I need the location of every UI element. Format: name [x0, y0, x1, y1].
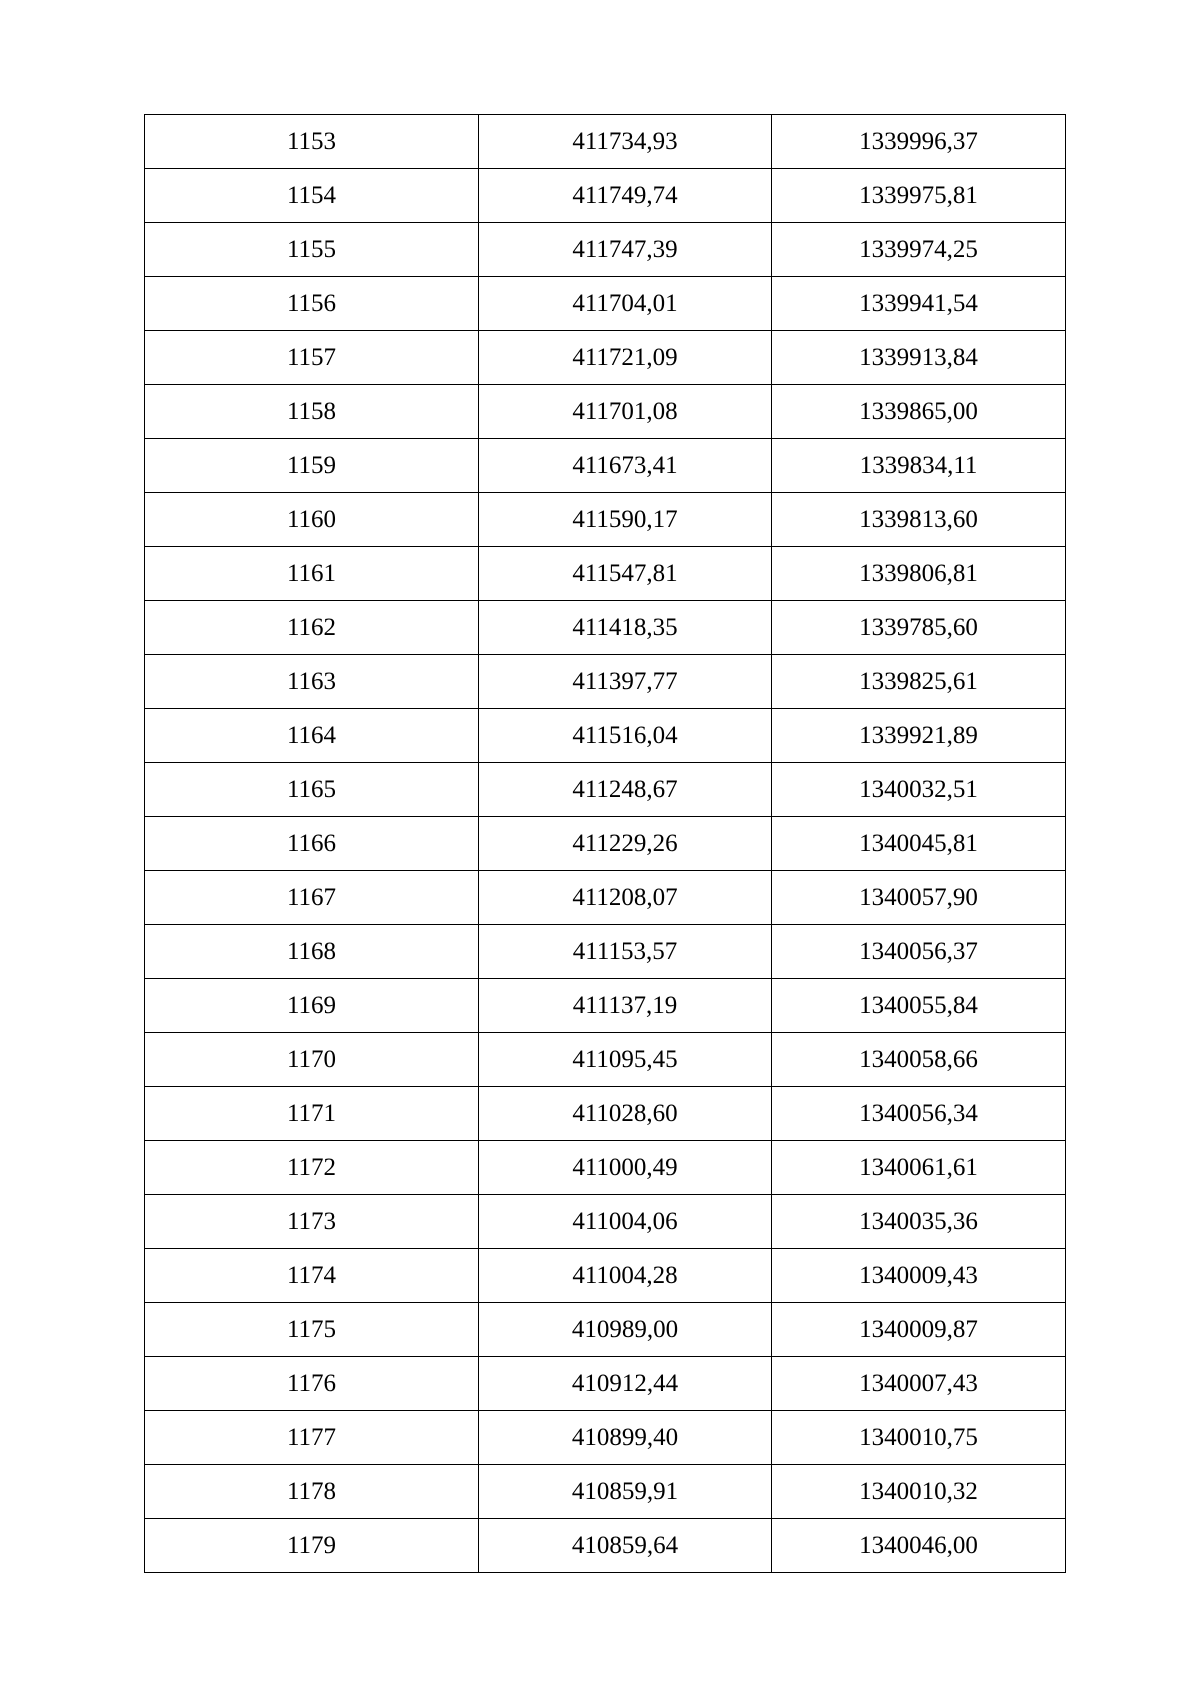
point-number-cell: 1154 — [145, 169, 479, 223]
point-number-cell: 1168 — [145, 925, 479, 979]
x-coordinate-cell: 410859,64 — [479, 1519, 772, 1573]
y-coordinate-cell: 1339813,60 — [772, 493, 1066, 547]
point-number-cell: 1176 — [145, 1357, 479, 1411]
point-number-cell: 1177 — [145, 1411, 479, 1465]
point-number-cell: 1172 — [145, 1141, 479, 1195]
table-row — [145, 763, 1066, 817]
table-row — [145, 277, 1066, 331]
point-number-cell: 1156 — [145, 277, 479, 331]
y-coordinate-cell: 1339996,37 — [772, 115, 1066, 169]
point-number-cell: 1161 — [145, 547, 479, 601]
y-coordinate-cell: 1340046,00 — [772, 1519, 1066, 1573]
table-row — [145, 493, 1066, 547]
table-row — [145, 709, 1066, 763]
x-coordinate-cell: 411208,07 — [479, 871, 772, 925]
x-coordinate-cell: 411747,39 — [479, 223, 772, 277]
y-coordinate-cell: 1340058,66 — [772, 1033, 1066, 1087]
point-number-cell: 1165 — [145, 763, 479, 817]
y-coordinate-cell: 1340057,90 — [772, 871, 1066, 925]
table-row — [145, 115, 1066, 169]
y-coordinate-cell: 1340010,75 — [772, 1411, 1066, 1465]
table-row — [145, 169, 1066, 223]
y-coordinate-cell: 1339913,84 — [772, 331, 1066, 385]
coordinates-table-body — [145, 115, 1066, 1573]
x-coordinate-cell: 411229,26 — [479, 817, 772, 871]
point-number-cell: 1163 — [145, 655, 479, 709]
point-number-cell: 1166 — [145, 817, 479, 871]
x-coordinate-cell: 411547,81 — [479, 547, 772, 601]
table-row — [145, 925, 1066, 979]
x-coordinate-cell: 411704,01 — [479, 277, 772, 331]
table-row — [145, 1195, 1066, 1249]
y-coordinate-cell: 1339941,54 — [772, 277, 1066, 331]
x-coordinate-cell: 411000,49 — [479, 1141, 772, 1195]
y-coordinate-cell: 1340055,84 — [772, 979, 1066, 1033]
y-coordinate-cell: 1339785,60 — [772, 601, 1066, 655]
y-coordinate-cell: 1339825,61 — [772, 655, 1066, 709]
y-coordinate-cell: 1340009,87 — [772, 1303, 1066, 1357]
x-coordinate-cell: 411418,35 — [479, 601, 772, 655]
table-row — [145, 1087, 1066, 1141]
x-coordinate-cell: 411028,60 — [479, 1087, 772, 1141]
y-coordinate-cell: 1339865,00 — [772, 385, 1066, 439]
y-coordinate-cell: 1340032,51 — [772, 763, 1066, 817]
table-row — [145, 331, 1066, 385]
x-coordinate-cell: 411749,74 — [479, 169, 772, 223]
y-coordinate-cell: 1339806,81 — [772, 547, 1066, 601]
point-number-cell: 1169 — [145, 979, 479, 1033]
point-number-cell: 1173 — [145, 1195, 479, 1249]
table-row — [145, 1141, 1066, 1195]
point-number-cell: 1155 — [145, 223, 479, 277]
x-coordinate-cell: 411153,57 — [479, 925, 772, 979]
point-number-cell: 1159 — [145, 439, 479, 493]
x-coordinate-cell: 411004,28 — [479, 1249, 772, 1303]
table-row — [145, 655, 1066, 709]
point-number-cell: 1178 — [145, 1465, 479, 1519]
table-row — [145, 871, 1066, 925]
table-row — [145, 601, 1066, 655]
point-number-cell: 1157 — [145, 331, 479, 385]
x-coordinate-cell: 410899,40 — [479, 1411, 772, 1465]
y-coordinate-cell: 1339834,11 — [772, 439, 1066, 493]
table-row — [145, 1249, 1066, 1303]
point-number-cell: 1171 — [145, 1087, 479, 1141]
x-coordinate-cell: 411734,93 — [479, 115, 772, 169]
table-row — [145, 1303, 1066, 1357]
point-number-cell: 1162 — [145, 601, 479, 655]
x-coordinate-cell: 411590,17 — [479, 493, 772, 547]
y-coordinate-cell: 1340045,81 — [772, 817, 1066, 871]
y-coordinate-cell: 1339921,89 — [772, 709, 1066, 763]
table-row — [145, 979, 1066, 1033]
table-row — [145, 817, 1066, 871]
y-coordinate-cell: 1340056,37 — [772, 925, 1066, 979]
point-number-cell: 1153 — [145, 115, 479, 169]
point-number-cell: 1160 — [145, 493, 479, 547]
point-number-cell: 1175 — [145, 1303, 479, 1357]
table-row — [145, 1519, 1066, 1573]
table-row — [145, 1465, 1066, 1519]
table-row — [145, 223, 1066, 277]
coordinates-table — [144, 114, 1066, 1573]
y-coordinate-cell: 1339975,81 — [772, 169, 1066, 223]
point-number-cell: 1170 — [145, 1033, 479, 1087]
point-number-cell: 1179 — [145, 1519, 479, 1573]
y-coordinate-cell: 1340010,32 — [772, 1465, 1066, 1519]
x-coordinate-cell: 411701,08 — [479, 385, 772, 439]
y-coordinate-cell: 1340007,43 — [772, 1357, 1066, 1411]
y-coordinate-cell: 1340009,43 — [772, 1249, 1066, 1303]
x-coordinate-cell: 411673,41 — [479, 439, 772, 493]
x-coordinate-cell: 411516,04 — [479, 709, 772, 763]
y-coordinate-cell: 1339974,25 — [772, 223, 1066, 277]
table-row — [145, 547, 1066, 601]
y-coordinate-cell: 1340035,36 — [772, 1195, 1066, 1249]
x-coordinate-cell: 411095,45 — [479, 1033, 772, 1087]
x-coordinate-cell: 411004,06 — [479, 1195, 772, 1249]
x-coordinate-cell: 411248,67 — [479, 763, 772, 817]
x-coordinate-cell: 411721,09 — [479, 331, 772, 385]
point-number-cell: 1167 — [145, 871, 479, 925]
table-row — [145, 1411, 1066, 1465]
x-coordinate-cell: 410859,91 — [479, 1465, 772, 1519]
x-coordinate-cell: 411397,77 — [479, 655, 772, 709]
y-coordinate-cell: 1340061,61 — [772, 1141, 1066, 1195]
x-coordinate-cell: 410989,00 — [479, 1303, 772, 1357]
table-row — [145, 439, 1066, 493]
table-row — [145, 1357, 1066, 1411]
y-coordinate-cell: 1340056,34 — [772, 1087, 1066, 1141]
table-row — [145, 385, 1066, 439]
point-number-cell: 1158 — [145, 385, 479, 439]
table-row — [145, 1033, 1066, 1087]
x-coordinate-cell: 410912,44 — [479, 1357, 772, 1411]
point-number-cell: 1164 — [145, 709, 479, 763]
point-number-cell: 1174 — [145, 1249, 479, 1303]
x-coordinate-cell: 411137,19 — [479, 979, 772, 1033]
